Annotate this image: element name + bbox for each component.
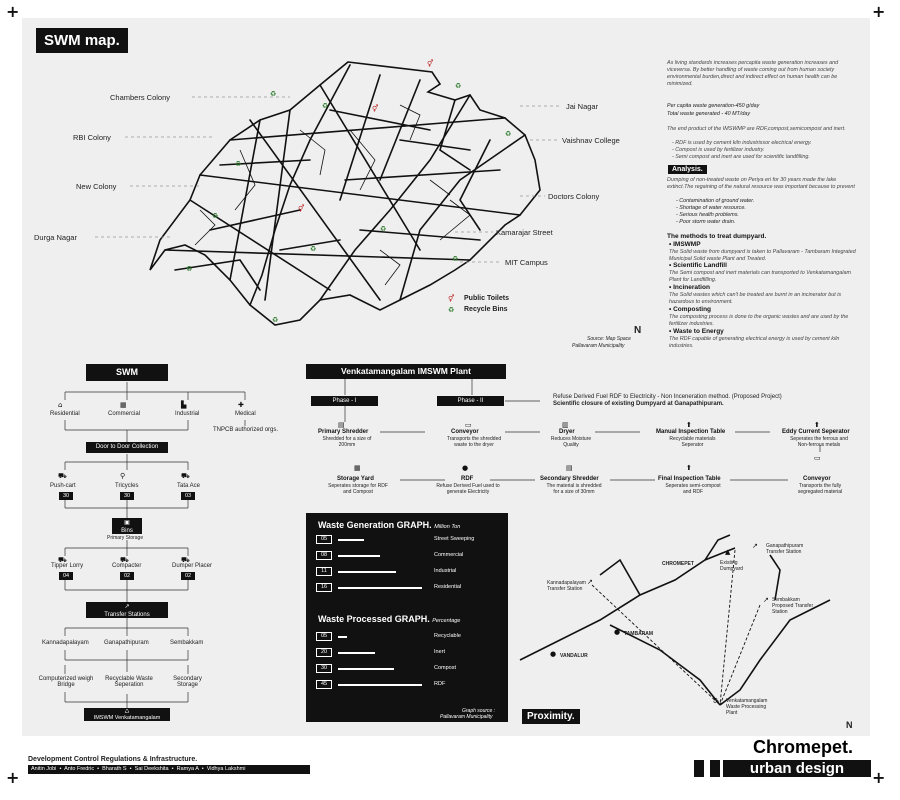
graph-source-1: Graph source : <box>462 708 496 714</box>
graph-value: 11 <box>316 567 332 576</box>
plant-icon: ♺ <box>713 697 720 705</box>
map-label-new-colony: New Colony <box>76 182 117 191</box>
phase2-note-1: Refuse Derived Fuel RDF to Electricity - Non Inceneration method. (Proposed Project) <box>553 394 782 400</box>
prox-dumpyard: Existing Dumpyard <box>720 560 744 572</box>
method-desc: The Solid wastes which can't be treated are burnt in an incinerator but is hazardous to environment. <box>669 292 842 306</box>
analysis-point: - Poor storm water drain. <box>676 219 736 225</box>
station-name: Ganapathipuram <box>104 640 149 646</box>
transfer-icon: ↗ <box>752 542 758 550</box>
phase2-note-2: Scientific closure of existing Dumpyard at Ganapathipuram. <box>553 401 724 407</box>
step-desc: Seperates the ferrous and Non-ferrous metals <box>790 436 848 448</box>
dumper-icon: ⛟ <box>181 556 190 564</box>
proc-graph-title: Waste Processed GRAPH. Percentage <box>318 614 461 624</box>
toilet-icon: ⚥ <box>448 295 455 303</box>
tricycle-icon: ⚲ <box>120 472 126 480</box>
map-source-1: Source: Map Space <box>587 336 631 342</box>
plant-title: Venkatamangalam IMSWM Plant <box>306 364 506 379</box>
graph-source-2: Pallavaram Municipality <box>440 714 493 720</box>
factory-icon: ▙ <box>181 401 187 409</box>
truck-count: 02 <box>181 572 195 580</box>
transfer-icon: ↗ <box>763 596 769 604</box>
truck-name: Tipper Lorry <box>51 563 84 569</box>
storage-icon: ▦ <box>354 464 361 472</box>
conveyor-icon: ▭ <box>814 454 821 462</box>
source-industrial: Industrial <box>175 411 200 417</box>
recycle-bin-marker: ♻ <box>186 265 193 273</box>
shop-icon: ▦ <box>120 401 127 409</box>
step-name: Secondary Shredder <box>540 476 599 482</box>
north-icon: N <box>846 720 853 730</box>
dryer-icon: ▥ <box>562 421 569 429</box>
map-source-2: Pallavaram Municipality <box>572 343 625 349</box>
output-secondary: Secondary Storage <box>173 676 202 688</box>
step-desc: Seperates storage for RDF and Compost <box>328 483 388 495</box>
method-name: • Incineration <box>669 284 710 291</box>
vehicle-count: 03 <box>181 492 195 500</box>
prox-ganapathipuram: Ganapathipuram Transfer Station <box>766 543 804 555</box>
station-dot: ● <box>550 650 557 658</box>
north-icon: N <box>634 325 642 336</box>
method-desc: The Semi compost and inert materials can transported to Venkatamangalam Plant for Landfilling. <box>669 270 851 284</box>
truck-name: Dumper Placer <box>172 563 213 569</box>
step-desc: Recyclable materials Seperator <box>669 436 716 448</box>
recycle-bin-marker: ♻ <box>212 212 219 220</box>
graph-label: Compost <box>434 665 457 671</box>
toilet-marker: ⚥ <box>372 105 379 113</box>
conveyor-icon: ▭ <box>465 421 472 429</box>
team-names: Anitin Jobi • Anto Fredric • Bharath S • Sai Deekshita • Ramya A • Vidhya Lakshmi <box>28 765 310 774</box>
legend-toilets: Public Toilets <box>464 295 509 302</box>
step-name: Conveyor <box>803 476 831 482</box>
station-name: Kannadapalayam <box>42 640 89 646</box>
output-weigh: Computerized weigh Bridge <box>38 676 94 688</box>
total-waste: Total waste generated - 40 MT/day <box>667 111 751 117</box>
map-label-chambers: Chambers Colony <box>110 93 171 102</box>
vehicle-count: 30 <box>120 492 134 500</box>
graph-value: 08 <box>316 551 332 560</box>
analysis-title: Analysis. <box>668 165 707 174</box>
graph-value: 20 <box>316 648 332 657</box>
step-desc: The material is shredded for a size of 30mm <box>546 483 602 495</box>
step-name: Manual Inspection Table <box>656 429 726 435</box>
prox-chromepet: CHROMEPET <box>662 561 694 567</box>
primary-storage: Primary Storage <box>107 535 144 541</box>
phase-2: Phase - II <box>437 396 504 406</box>
vehicle-name: Push-cart <box>50 483 76 489</box>
map-label-kamarajar: Kamarajar Street <box>496 228 553 237</box>
push-cart-icon: ⛟ <box>58 472 67 480</box>
method-desc: The composting process is done to the organic wastes and are used by the fertilizer industries. <box>669 314 849 328</box>
truck-count: 02 <box>120 572 134 580</box>
prox-sembakkam: Sembakkam Proposed Transfer Station <box>772 597 814 615</box>
van-icon: ⛟ <box>181 472 190 480</box>
medical-icon: ✚ <box>238 401 244 409</box>
graph-value: 30 <box>316 664 332 673</box>
recycle-bin-marker: ♻ <box>452 255 459 263</box>
per-capita: Per capita waste generation-450 g/day <box>667 103 760 109</box>
vehicle-count: 30 <box>59 492 73 500</box>
gen-graph-title: Waste Generation GRAPH. Million Ton <box>318 520 461 530</box>
step-desc: Seperates semi-compost and RDF <box>665 483 721 495</box>
map-label-vaishnav: Vaishnav College <box>562 136 620 145</box>
recycle-bin-marker: ♻ <box>322 102 329 110</box>
recycle-bin-marker: ♻ <box>310 245 317 253</box>
step-desc: Transports the fully segregated material <box>797 483 843 495</box>
graph-label: Industrial <box>434 568 457 574</box>
truck-name: Compacter <box>112 563 142 569</box>
recycle-icon: ♻ <box>448 306 455 314</box>
step-name: Conveyor <box>451 429 479 435</box>
swm-title: SWM <box>86 364 168 381</box>
source-residential: Residential <box>50 411 80 417</box>
graph-value: 45 <box>316 680 332 689</box>
step-desc: Shredded for a size of 200mm <box>322 436 372 448</box>
graph-value: 05 <box>316 535 332 544</box>
prox-venkatamangalam: Venkatamangalam Waste Processing Plant <box>726 698 768 716</box>
step-name: Dryer <box>559 429 575 435</box>
vehicle-name: Tata Ace <box>177 483 201 489</box>
crop-mark: + <box>6 768 20 787</box>
method-name: • Composting <box>669 306 712 313</box>
analysis-point: - Shortage of water resource. <box>676 205 746 211</box>
eddy-icon: ⬆ <box>814 421 820 429</box>
map-label-mit: MIT Campus <box>505 258 548 267</box>
end-product: The end product of the IMSWMP are RDF,compost,semicompost and inert. <box>667 126 846 132</box>
method-desc: The RDF capable of generating electrical energy is used by cement kiln industries. <box>669 336 840 350</box>
page-title: SWM map. <box>36 28 128 53</box>
recycle-bin-marker: ♻ <box>270 90 277 98</box>
recycle-bin-marker: ♻ <box>455 82 462 90</box>
recycle-bin-marker: ♻ <box>272 316 279 324</box>
legend-bins: Recycle Bins <box>464 306 508 313</box>
tipper-icon: ⛟ <box>58 556 67 564</box>
door-collection: Door to Door Collection <box>86 442 168 453</box>
analysis-point: - Serious health problems. <box>676 212 739 218</box>
house-icon: ⌂ <box>58 401 63 409</box>
proximity-title: Proximity. <box>522 709 580 724</box>
imswm-box: ♺ IMSWM Venkatamangalam <box>84 708 170 721</box>
compactor-icon: ⛟ <box>120 556 129 564</box>
map-label-rbi: RBI Colony <box>73 133 111 142</box>
map-label-jai-nagar: Jai Nagar <box>566 102 599 111</box>
toilet-marker: ⚥ <box>298 205 305 213</box>
step-name: Storage Yard <box>337 476 374 482</box>
end-point: - RDF is used by cement kiln industrissor electrical energy. <box>672 140 812 146</box>
dumpyard-icon: ▲ <box>725 548 731 556</box>
method-name: • Waste to Energy <box>669 328 724 335</box>
step-name: Primary Shredder <box>318 429 369 435</box>
method-name: • IMSWMP <box>669 241 701 248</box>
transfer-stations: ↗ Transfer Stations <box>86 602 168 618</box>
tnpcb-label: TNPCB authorized orgs. <box>213 427 279 433</box>
brand-subtitle: urban design <box>723 760 871 777</box>
final-inspection-icon: ⬆ <box>686 464 692 472</box>
brand-logo-icon <box>694 760 720 777</box>
station-name: Sembakkam <box>170 640 204 646</box>
crop-mark: + <box>872 2 886 21</box>
output-recyclable: Recyclable Waste Seperation <box>105 676 153 688</box>
toilet-marker: ⚥ <box>427 60 434 68</box>
brand-title: Chromepet. <box>753 737 854 757</box>
recycle-bin-marker: ♻ <box>235 160 242 168</box>
recycle-bin-marker: ♻ <box>505 130 512 138</box>
recycle-bin-marker: ♻ <box>380 225 387 233</box>
methods-title: The methods to treat dumpyard. <box>667 233 767 240</box>
phase-1: Phase - I <box>311 396 378 406</box>
truck-count: 04 <box>59 572 73 580</box>
footer-title: Development Control Regulations & Infrastructure. <box>28 756 198 763</box>
graph-value: 05 <box>316 632 332 641</box>
graph-label: RDF <box>434 681 446 687</box>
end-point: - Semi compost and inert are used for scientific landfilling. <box>672 154 810 160</box>
graph-label: Inert <box>434 649 446 655</box>
end-point: - Compost is used by fertilizer industry. <box>672 147 765 153</box>
analysis-point: - Contamination of ground water. <box>676 198 755 204</box>
source-medical: Medical <box>235 411 256 417</box>
graph-label: Residential <box>434 584 462 590</box>
step-desc: Refuse Derived Fuel used to generate Electricity <box>436 483 500 495</box>
graph-value: 16 <box>316 583 332 592</box>
crop-mark: + <box>6 2 20 21</box>
step-name: Eddy Current Seperator <box>782 429 850 435</box>
map-label-doctors: Doctors Colony <box>548 192 600 201</box>
rdf-icon: ● <box>462 464 469 472</box>
bins-box: ▣ Bins <box>112 518 142 534</box>
method-desc: The Solid waste from dumpyard is taken to Pallavaram - Tambaram Integrated Municipal Solid waste Plant and Treated. <box>669 249 856 263</box>
inspection-icon: ⬆ <box>686 421 692 429</box>
crop-mark: + <box>872 768 886 787</box>
prox-kannadapalayam: Kannadapalayam Transfer Station <box>547 580 586 592</box>
intro-text: As living standards increases percapita waste generation increases and viceversa. By better handling of waste coming out from human society environmental burden,direct and indirect effect on human health can be minimized. <box>667 60 839 88</box>
analysis-text: Dumping of non-treated waste on Periya eri for 30 years made the lake extinct.The regaining of the natural resource was important because to prevent <box>667 177 855 191</box>
shredder-icon: ▤ <box>338 421 345 429</box>
transfer-icon: ↗ <box>587 578 593 586</box>
graph-label: Street Sweeping <box>434 536 475 542</box>
step-desc: Reduces Moisture Quality <box>550 436 592 448</box>
step-desc: Transports the shredded waste to the dryer <box>446 436 502 448</box>
step-name: RDF <box>461 476 474 482</box>
vehicle-name: Tricycles <box>115 483 139 489</box>
prox-tambaram: TAMBARAM <box>624 631 654 637</box>
step-name: Final Inspection Table <box>658 476 721 482</box>
graph-label: Commercial <box>434 552 464 558</box>
graph-label: Recyclable <box>434 633 461 639</box>
station-dot: ● <box>614 628 621 636</box>
source-commercial: Commercial <box>108 411 141 417</box>
shredder-icon: ▤ <box>566 464 573 472</box>
map-label-durga: Durga Nagar <box>34 233 77 242</box>
prox-vandalur: VANDALUR <box>560 653 588 659</box>
method-name: • Scientific Landfill <box>669 262 727 269</box>
